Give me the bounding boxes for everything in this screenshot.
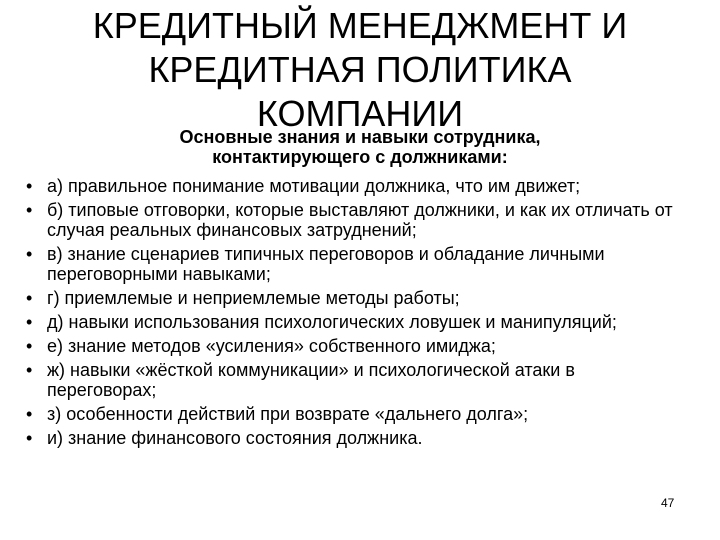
- bullet-icon: •: [26, 244, 33, 264]
- list-item-text: б) типовые отговорки, которые выставляют должники, и как их отличать от случая реальных финансовых затруднений;: [47, 200, 673, 240]
- slide-subtitle: Основные знания и навыки сотрудника, контактирующего с должниками:: [179, 127, 541, 167]
- list-item-text: и) знание финансового состояния должника.: [47, 428, 423, 448]
- bullet-list: [26, 176, 686, 452]
- list-item: [26, 244, 686, 284]
- list-item: [26, 288, 686, 308]
- list-item-text: ж) навыки «жёсткой коммуникации» и психологической атаки в переговорах;: [47, 360, 575, 400]
- bullet-icon: •: [26, 404, 33, 424]
- bullet-icon: •: [26, 360, 33, 380]
- list-item: [26, 428, 686, 448]
- list-item-text: а) правильное понимание мотивации должника, что им движет;: [47, 176, 581, 196]
- bullet-icon: •: [26, 336, 33, 356]
- bullet-icon: •: [26, 312, 33, 332]
- page-number: 47: [661, 496, 675, 510]
- slide-title: КРЕДИТНЫЙ МЕНЕДЖМЕНТ И КРЕДИТНАЯ ПОЛИТИКА КОМПАНИИ: [92, 5, 628, 134]
- list-item: [26, 200, 686, 240]
- list-item: [26, 404, 686, 424]
- list-item: [26, 312, 686, 332]
- list-item: [26, 360, 686, 400]
- bullet-icon: •: [26, 176, 33, 196]
- list-item-text: д) навыки использования психологических ловушек и манипуляций;: [47, 312, 617, 332]
- bullet-icon: •: [26, 200, 33, 220]
- list-item-text: е) знание методов «усиления» собственного имиджа;: [47, 336, 496, 356]
- list-item: [26, 336, 686, 356]
- list-item-text: г) приемлемые и неприемлемые методы работы;: [47, 288, 460, 308]
- bullet-icon: •: [26, 288, 33, 308]
- list-item-text: з) особенности действий при возврате «дальнего долга»;: [47, 404, 529, 424]
- list-item-text: в) знание сценариев типичных переговоров и обладание личными переговорными навыками;: [47, 244, 605, 284]
- bullet-icon: •: [26, 428, 33, 448]
- list-item: [26, 176, 686, 196]
